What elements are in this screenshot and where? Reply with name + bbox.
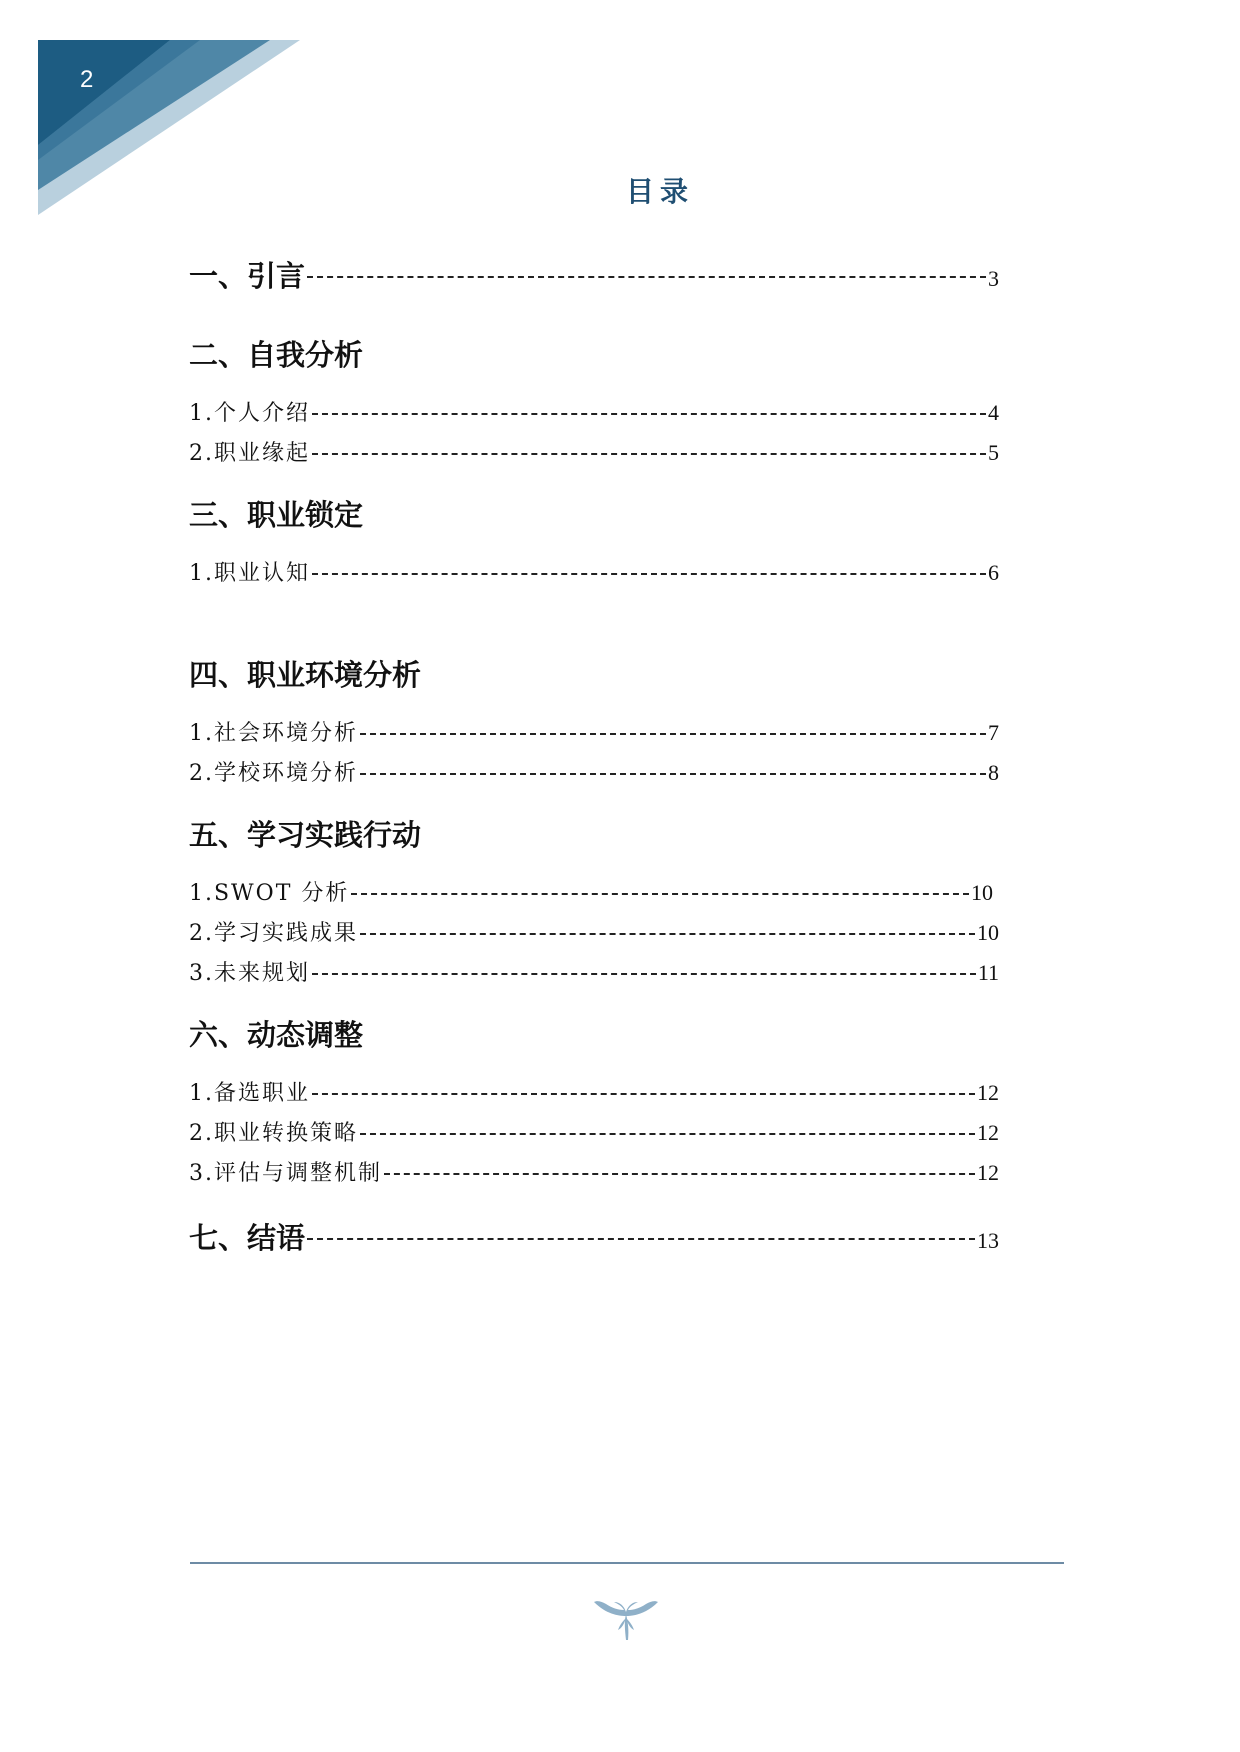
dot-leader <box>312 1093 975 1095</box>
toc-heading-ch6: 六、动态调整 <box>189 1018 364 1052</box>
toc-entry-label: 一、引言 <box>189 259 306 293</box>
toc-entry-page: 13 <box>977 1228 999 1253</box>
toc-entry[interactable] <box>189 1156 999 1187</box>
dot-leader <box>360 733 986 735</box>
toc-entry[interactable] <box>189 556 999 587</box>
toc-entry-page: 7 <box>988 720 999 745</box>
toc-entry[interactable] <box>189 1076 999 1107</box>
toc-entry-conclusion[interactable] <box>189 1216 999 1257</box>
toc-entry[interactable] <box>189 716 999 747</box>
toc-entry[interactable] <box>189 1116 999 1147</box>
toc-entry[interactable] <box>189 956 999 987</box>
toc-entry-label: 1.个人介绍 <box>189 401 310 426</box>
toc-entry-page: 10 <box>971 880 993 905</box>
toc-entry[interactable] <box>189 756 999 787</box>
toc-entry[interactable] <box>189 396 999 427</box>
toc-entry-page: 6 <box>988 560 999 585</box>
dot-leader <box>360 933 975 935</box>
toc-entry-page: 11 <box>977 960 999 985</box>
dot-leader <box>351 893 969 895</box>
toc-entry-label: 2.学习实践成果 <box>189 921 358 946</box>
dot-leader <box>312 413 986 415</box>
dot-leader <box>312 573 986 575</box>
toc-entry-label: 2.职业缘起 <box>189 441 310 466</box>
toc-entry-page: 4 <box>988 400 999 425</box>
toc-entry-label: 3.评估与调整机制 <box>189 1161 382 1186</box>
toc-entry-page: 12 <box>977 1160 999 1185</box>
toc-entry-page: 5 <box>988 440 999 465</box>
toc-entry-label: 七、结语 <box>189 1221 306 1255</box>
toc-entry-page: 8 <box>988 760 999 785</box>
plant-sprout-icon <box>588 1586 664 1642</box>
toc-entry-label: 1.社会环境分析 <box>189 721 358 746</box>
footer-divider <box>190 1562 1064 1564</box>
toc-heading-ch5: 五、学习实践行动 <box>189 818 422 852</box>
toc-entry[interactable] <box>189 436 999 467</box>
toc-entry[interactable] <box>189 876 993 907</box>
toc-entry-label: 2.学校环境分析 <box>189 761 358 786</box>
toc-entry[interactable] <box>189 916 999 947</box>
toc-entry-label: 1.职业认知 <box>189 561 310 586</box>
toc-entry-label: 3.未来规划 <box>189 961 310 986</box>
toc-heading-ch3: 三、职业锁定 <box>189 498 364 532</box>
dot-leader <box>307 276 986 278</box>
toc-entry-page: 10 <box>977 920 999 945</box>
dot-leader <box>360 773 986 775</box>
toc-entry-intro[interactable] <box>189 254 999 295</box>
dot-leader <box>360 1133 975 1135</box>
toc-entry-label: 2.职业转换策略 <box>189 1121 358 1146</box>
page-number: 2 <box>80 66 94 93</box>
toc-entry-page: 3 <box>988 266 999 291</box>
toc-entry-page: 12 <box>977 1120 999 1145</box>
toc-title: 目录 <box>625 175 694 208</box>
dot-leader <box>312 453 986 455</box>
toc-heading-ch2: 二、自我分析 <box>189 338 364 372</box>
dot-leader <box>307 1238 975 1240</box>
dot-leader <box>384 1173 975 1175</box>
dot-leader <box>312 973 976 975</box>
toc-entry-label: 1.备选职业 <box>189 1081 310 1106</box>
toc-entry-page: 12 <box>977 1080 999 1105</box>
toc-entry-label: 1.SWOT 分析 <box>189 881 350 906</box>
toc-heading-ch4: 四、职业环境分析 <box>189 658 422 692</box>
